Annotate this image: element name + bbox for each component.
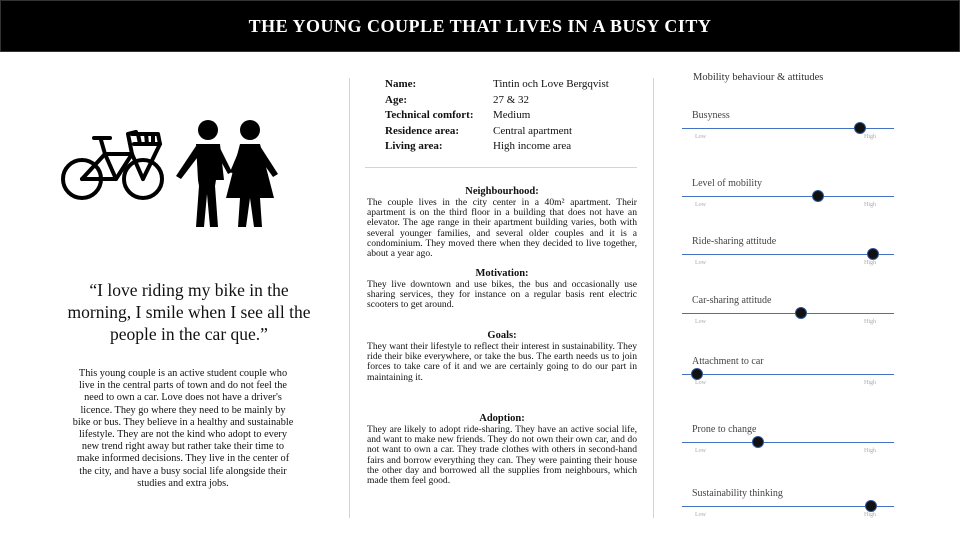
section-body: They are likely to adopt ride-sharing. They have an active social life, and want to make new friends. They do not own their own car, and do not want to own a car. They trade clothes with others in second-hand fairs and borrow everything they can. They were painting their house the other day and borrowed all the supplies from neighbours, which made them feel good. bbox=[367, 424, 637, 487]
profile-row bbox=[385, 124, 609, 140]
profile-value: Tintin och Love Bergqvist bbox=[493, 78, 609, 90]
profile-value: High income area bbox=[493, 140, 572, 152]
goals-section bbox=[367, 330, 637, 383]
ride-sharing-slider bbox=[682, 236, 894, 276]
profile-row bbox=[385, 108, 609, 124]
section-body: They live downtown and use bikes, the bus and occasionally use sharing services, they for instance on a regular basis rent electric scooters to get around. bbox=[367, 279, 637, 311]
mobility-title: Mobility behaviour & attitudes bbox=[693, 72, 824, 83]
slider-track bbox=[682, 506, 894, 507]
title-bar bbox=[0, 0, 960, 52]
section-body: The couple lives in the city center in a 40m² apartment. Their apartment is on the third floor in a building that does not have an elevator. The age range in their apartment building varies, both with several younger families, and several older couples and it is a condominium. They moved there when they decided to live together, about a year ago. bbox=[367, 197, 637, 260]
column-divider-left bbox=[349, 78, 350, 518]
slider-thumb bbox=[865, 500, 877, 512]
low-label: Low bbox=[695, 380, 706, 386]
high-label: High bbox=[864, 260, 876, 266]
profile-row bbox=[385, 77, 609, 93]
section-heading: Neighbourhood: bbox=[465, 186, 539, 197]
slider-label: Ride-sharing attitude bbox=[692, 236, 777, 247]
profile-value: 27 & 32 bbox=[493, 93, 530, 106]
high-label: High bbox=[864, 202, 876, 208]
low-label: Low bbox=[695, 202, 706, 208]
profile-label: Residence area: bbox=[385, 124, 460, 137]
slider-label: Sustainability thinking bbox=[692, 488, 783, 499]
adoption-section bbox=[367, 413, 637, 486]
high-label: High bbox=[864, 512, 876, 518]
slider-label: Car-sharing attitude bbox=[692, 295, 772, 306]
slider-track bbox=[682, 196, 894, 197]
low-label: Low bbox=[695, 448, 706, 454]
high-label: High bbox=[864, 380, 876, 386]
slider-track bbox=[682, 254, 894, 255]
profile-label: Technical comfort: bbox=[385, 109, 474, 121]
slider-track bbox=[682, 374, 894, 375]
profile-value: Central apartment bbox=[493, 124, 573, 137]
slider-thumb bbox=[854, 122, 866, 134]
mobility-level-slider bbox=[682, 178, 894, 218]
high-label: High bbox=[864, 448, 876, 454]
car-sharing-slider bbox=[682, 295, 894, 335]
sustainability-slider bbox=[682, 488, 894, 528]
column-divider-right bbox=[653, 78, 654, 518]
low-label: Low bbox=[695, 134, 706, 140]
neighbourhood-section bbox=[367, 186, 637, 259]
section-heading: Goals: bbox=[487, 330, 517, 341]
section-heading: Adoption: bbox=[479, 413, 525, 424]
profile-label: Living area: bbox=[385, 140, 443, 152]
profile-row bbox=[385, 139, 609, 155]
profile-label: Name: bbox=[385, 78, 417, 90]
car-attachment-slider bbox=[682, 356, 894, 396]
slider-thumb bbox=[867, 248, 879, 260]
profile-divider bbox=[365, 167, 637, 168]
persona-description: This young couple is an active student couple who live in the central parts of town and do not feel the need to own a car. Love does not have a driver's licence. They go where they need to be mainly by bike or bus. They believe in a healthy and sustainable lifestyle. They are not the kind who adopt to every new trend right away but rather take their time to make informed decisions. They live in the center of the city, and have a busy social life alongside their studies and extra jobs. bbox=[72, 368, 294, 489]
prone-to-change-slider bbox=[682, 424, 894, 464]
busyness-slider bbox=[682, 110, 894, 150]
slider-track bbox=[682, 442, 894, 443]
couple-icon bbox=[170, 114, 290, 234]
slider-track bbox=[682, 313, 894, 314]
slider-label: Prone to change bbox=[692, 424, 757, 435]
persona-quote: “I love riding my bike in the morning, I smile when I see all the people in the car que.” bbox=[67, 280, 311, 344]
slider-label: Busyness bbox=[692, 110, 730, 121]
slider-thumb bbox=[812, 190, 824, 202]
section-heading: Motivation: bbox=[475, 268, 529, 279]
slider-thumb bbox=[752, 436, 764, 448]
low-label: Low bbox=[695, 512, 706, 518]
section-body: They want their lifestyle to reflect their interest in sustainability. They ride their bike everywhere, or take the bus. The earth needs us to join forces to take care of it and we are certainly going to do our part in maintaining it. bbox=[367, 341, 637, 383]
slider-label: Attachment to car bbox=[692, 356, 764, 367]
low-label: Low bbox=[695, 260, 706, 266]
high-label: High bbox=[864, 319, 876, 325]
profile-details bbox=[385, 77, 609, 155]
slider-thumb bbox=[691, 368, 703, 380]
high-label: High bbox=[864, 134, 876, 140]
slider-label: Level of mobility bbox=[692, 178, 762, 189]
profile-row bbox=[385, 93, 609, 109]
motivation-section bbox=[367, 268, 637, 311]
low-label: Low bbox=[695, 319, 706, 325]
slider-thumb bbox=[795, 307, 807, 319]
profile-value: Medium bbox=[493, 109, 531, 121]
page-title: THE YOUNG COUPLE THAT LIVES IN A BUSY CITY bbox=[248, 15, 712, 36]
profile-label: Age: bbox=[385, 93, 407, 106]
